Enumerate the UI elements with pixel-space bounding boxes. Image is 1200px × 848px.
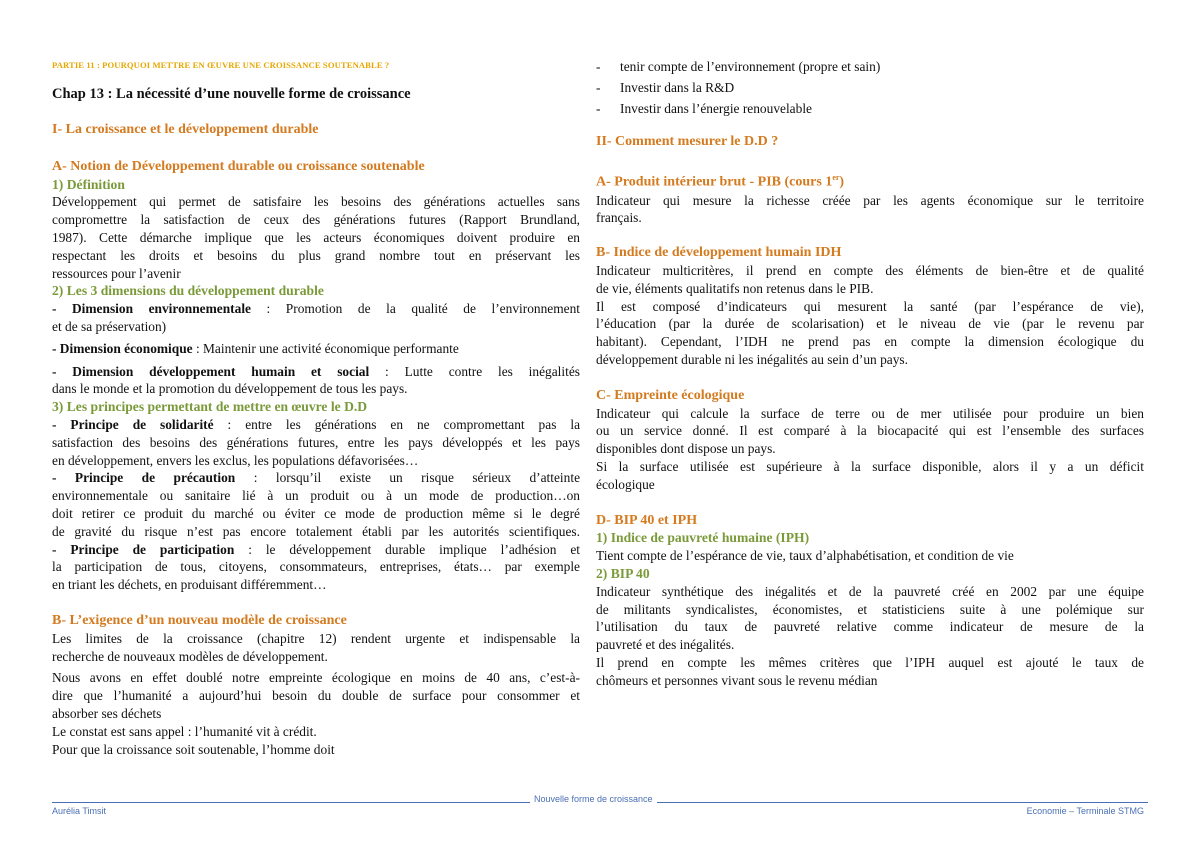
definition-title: 1) Définition <box>52 176 125 192</box>
principle-solidarity: - Principe de solidarité : entre les générations en ne compromettant pas la <box>52 416 581 432</box>
dimensions-title: 2) Les 3 dimensions du développement durable <box>52 283 324 299</box>
section-b-text: recherche de nouveaux modèles de développement. <box>52 648 328 664</box>
principle-precaution-cont: environnementale ou sanitaire lié à un produit ou à un mode de production…on <box>52 488 580 504</box>
bip40-text: Indicateur synthétique des inégalités et de la pauvreté créé en 2002 par une équipe <box>596 583 1144 599</box>
principle-participation: - Principe de participation : le développement durable implique l’adhésion et <box>52 541 580 557</box>
bip40-text: chômeurs et personnes vivant sous le revenu médian <box>596 672 878 688</box>
dimension-environment-cont: et de sa préservation) <box>52 318 167 334</box>
definition-line: ressources pour l’avenir <box>52 265 181 281</box>
iph-text: Tient compte de l’espérance de vie, taux d’alphabétisation, et condition de vie <box>596 548 1014 564</box>
footprint-text: écologique <box>596 476 655 492</box>
dimension-economy: - Dimension économique : Maintenir une activité économique performante <box>52 340 459 356</box>
section-b-text: dire que l’humanité a aujourd’hui besoin du double de surface pour consommer et <box>52 688 580 704</box>
part-heading: PARTIE 11 : POURQUOI METTRE EN ŒUVRE UNE CROISSANCE SOUTENABLE ? <box>52 60 390 70</box>
principle-precaution-cont: de gravité du risque n’est pas encore totalement établi par les autorités scientifiques. <box>52 523 580 539</box>
principle-solidarity-cont: satisfaction des besoins des générations futures, entre les pays développés et les pays <box>52 434 580 450</box>
dimension-environment: - Dimension environnementale : Promotion de la qualité de l’environnement <box>52 301 580 317</box>
section-b-title: B- L’exigence d’un nouveau modèle de croissance <box>52 612 347 628</box>
section-b-text: Pour que la croissance soit soutenable, l’homme doit <box>52 741 335 757</box>
bullet-item: - Investir dans la R&D <box>596 79 735 95</box>
footer-course: Economie – Terminale STMG <box>1026 806 1144 816</box>
bip40-text: pauvreté et des inégalités. <box>596 637 735 653</box>
principle-solidarity-cont: en développement, envers les exclus, les populations défavorisées… <box>52 452 419 468</box>
idh-text: Il est composé d’indicateurs qui mesurent la santé (par l’espérance de vie), <box>596 298 1144 314</box>
footprint-text: disponibles dont dispose un pays. <box>596 441 776 457</box>
chapter-title: Chap 13 : La nécessité d’une nouvelle forme de croissance <box>52 86 411 102</box>
definition-line: Développement qui permet de satisfaire les besoins des générations actuelles sans <box>52 194 580 210</box>
principle-participation-cont: en triant les déchets, en produisant différemment… <box>52 577 327 593</box>
section-b-text: absorber ses déchets <box>52 705 162 721</box>
dimension-social-cont: dans le monde et la promotion du développement de tous les pays. <box>52 381 408 397</box>
definition-line: 1987). Cette démarche implique que les acteurs économiques doivent produire en <box>52 229 580 245</box>
footer-author: Aurélia Timsit <box>52 806 107 816</box>
bip40-text: de militants syndicalistes, économistes, et statisticiens suite à une polémique sur <box>596 601 1144 617</box>
definition-line: compromettre la satisfaction de ceux des générations futures (Rapport Brundland, <box>52 212 580 228</box>
pib-text: Indicateur qui mesure la richesse créée par les agents économique sur le territoire <box>596 192 1144 208</box>
pib-text: français. <box>596 210 642 226</box>
idh-text: développement durable ni les inégalités au sein d’un pays. <box>596 352 908 368</box>
idh-text: l’éducation (par la durée de scolarisation) et le niveau de vie (par le revenu par <box>596 316 1144 332</box>
section-b-text: Le constat est sans appel : l’humanité vit à crédit. <box>52 723 317 739</box>
section-2-title: II- Comment mesurer le D.D ? <box>596 134 779 150</box>
footprint-text: Si la surface utilisée est supérieure à la surface disponible, alors il y a un déficit <box>596 459 1144 474</box>
principles-title: 3) Les principes permettant de mettre en œuvre le D.D <box>52 399 368 415</box>
bullet-item: - Investir dans l’énergie renouvelable <box>596 100 812 116</box>
idh-title: B- Indice de développement humain IDH <box>596 245 842 261</box>
idh-text: habitant). Cependant, l’IDH ne prend pas en compte la dimension écologique du <box>596 334 1144 350</box>
idh-text: Indicateur multicritères, il prend en compte des éléments de bien-être et de qualité <box>596 263 1144 279</box>
left-column <box>52 50 580 758</box>
pib-title: A- Produit intérieur brut - PIB (cours 1er) <box>596 173 845 190</box>
right-column <box>596 58 1144 690</box>
footprint-text: ou un service donné. Il est comparé à la biocapacité qui est l’ensemble des surfaces <box>596 423 1144 439</box>
iph-title: 1) Indice de pauvreté humaine (IPH) <box>596 530 810 546</box>
section-1-title: I- La croissance et le développement durable <box>52 122 319 137</box>
bullet-item: - tenir compte de l’environnement (propre et sain) <box>596 59 881 74</box>
bip40-title: 2) BIP 40 <box>596 565 650 581</box>
bip-iph-title: D- BIP 40 et IPH <box>596 512 698 528</box>
dimension-social: - Dimension développement humain et social : Lutte contre les inégalités <box>52 363 580 379</box>
principle-participation-cont: la participation de tous, citoyens, consommateurs, entreprises, états… par exemple <box>52 559 580 575</box>
section-b-text: Nous avons en effet doublé notre empreinte écologique en moins de 40 ans, c’est-à- <box>52 670 580 686</box>
principle-precaution: - Principe de précaution : lorsqu’il existe un risque sérieux d’atteinte <box>52 470 581 486</box>
principle-precaution-cont: doit retirer ce produit du marché ou éviter ce mode de production même si le degré <box>52 505 580 521</box>
footprint-title: C- Empreinte écologique <box>596 387 745 403</box>
footer-center: Nouvelle forme de croissance <box>530 794 657 804</box>
bip40-text: Il prend en compte les mêmes critères que l’IPH auquel est ajouté le taux de <box>596 654 1144 670</box>
definition-line: respectant les droits et besoins du plus grand nombre tout en préservant les <box>52 247 580 263</box>
bip40-text: l’utilisation du taux de pauvreté relative comme indicateur de mesure de la <box>596 619 1144 635</box>
footprint-text: Indicateur qui calcule la surface de terre ou de mer utilisée pour produire un bien <box>596 405 1144 421</box>
section-a-title: A- Notion de Développement durable ou croissance soutenable <box>52 158 425 174</box>
section-b-text: Les limites de la croissance (chapitre 12) rendent urgente et indispensable la <box>52 630 580 646</box>
idh-text: de vie, éléments qualitatifs non retenus dans le PIB. <box>596 280 874 296</box>
